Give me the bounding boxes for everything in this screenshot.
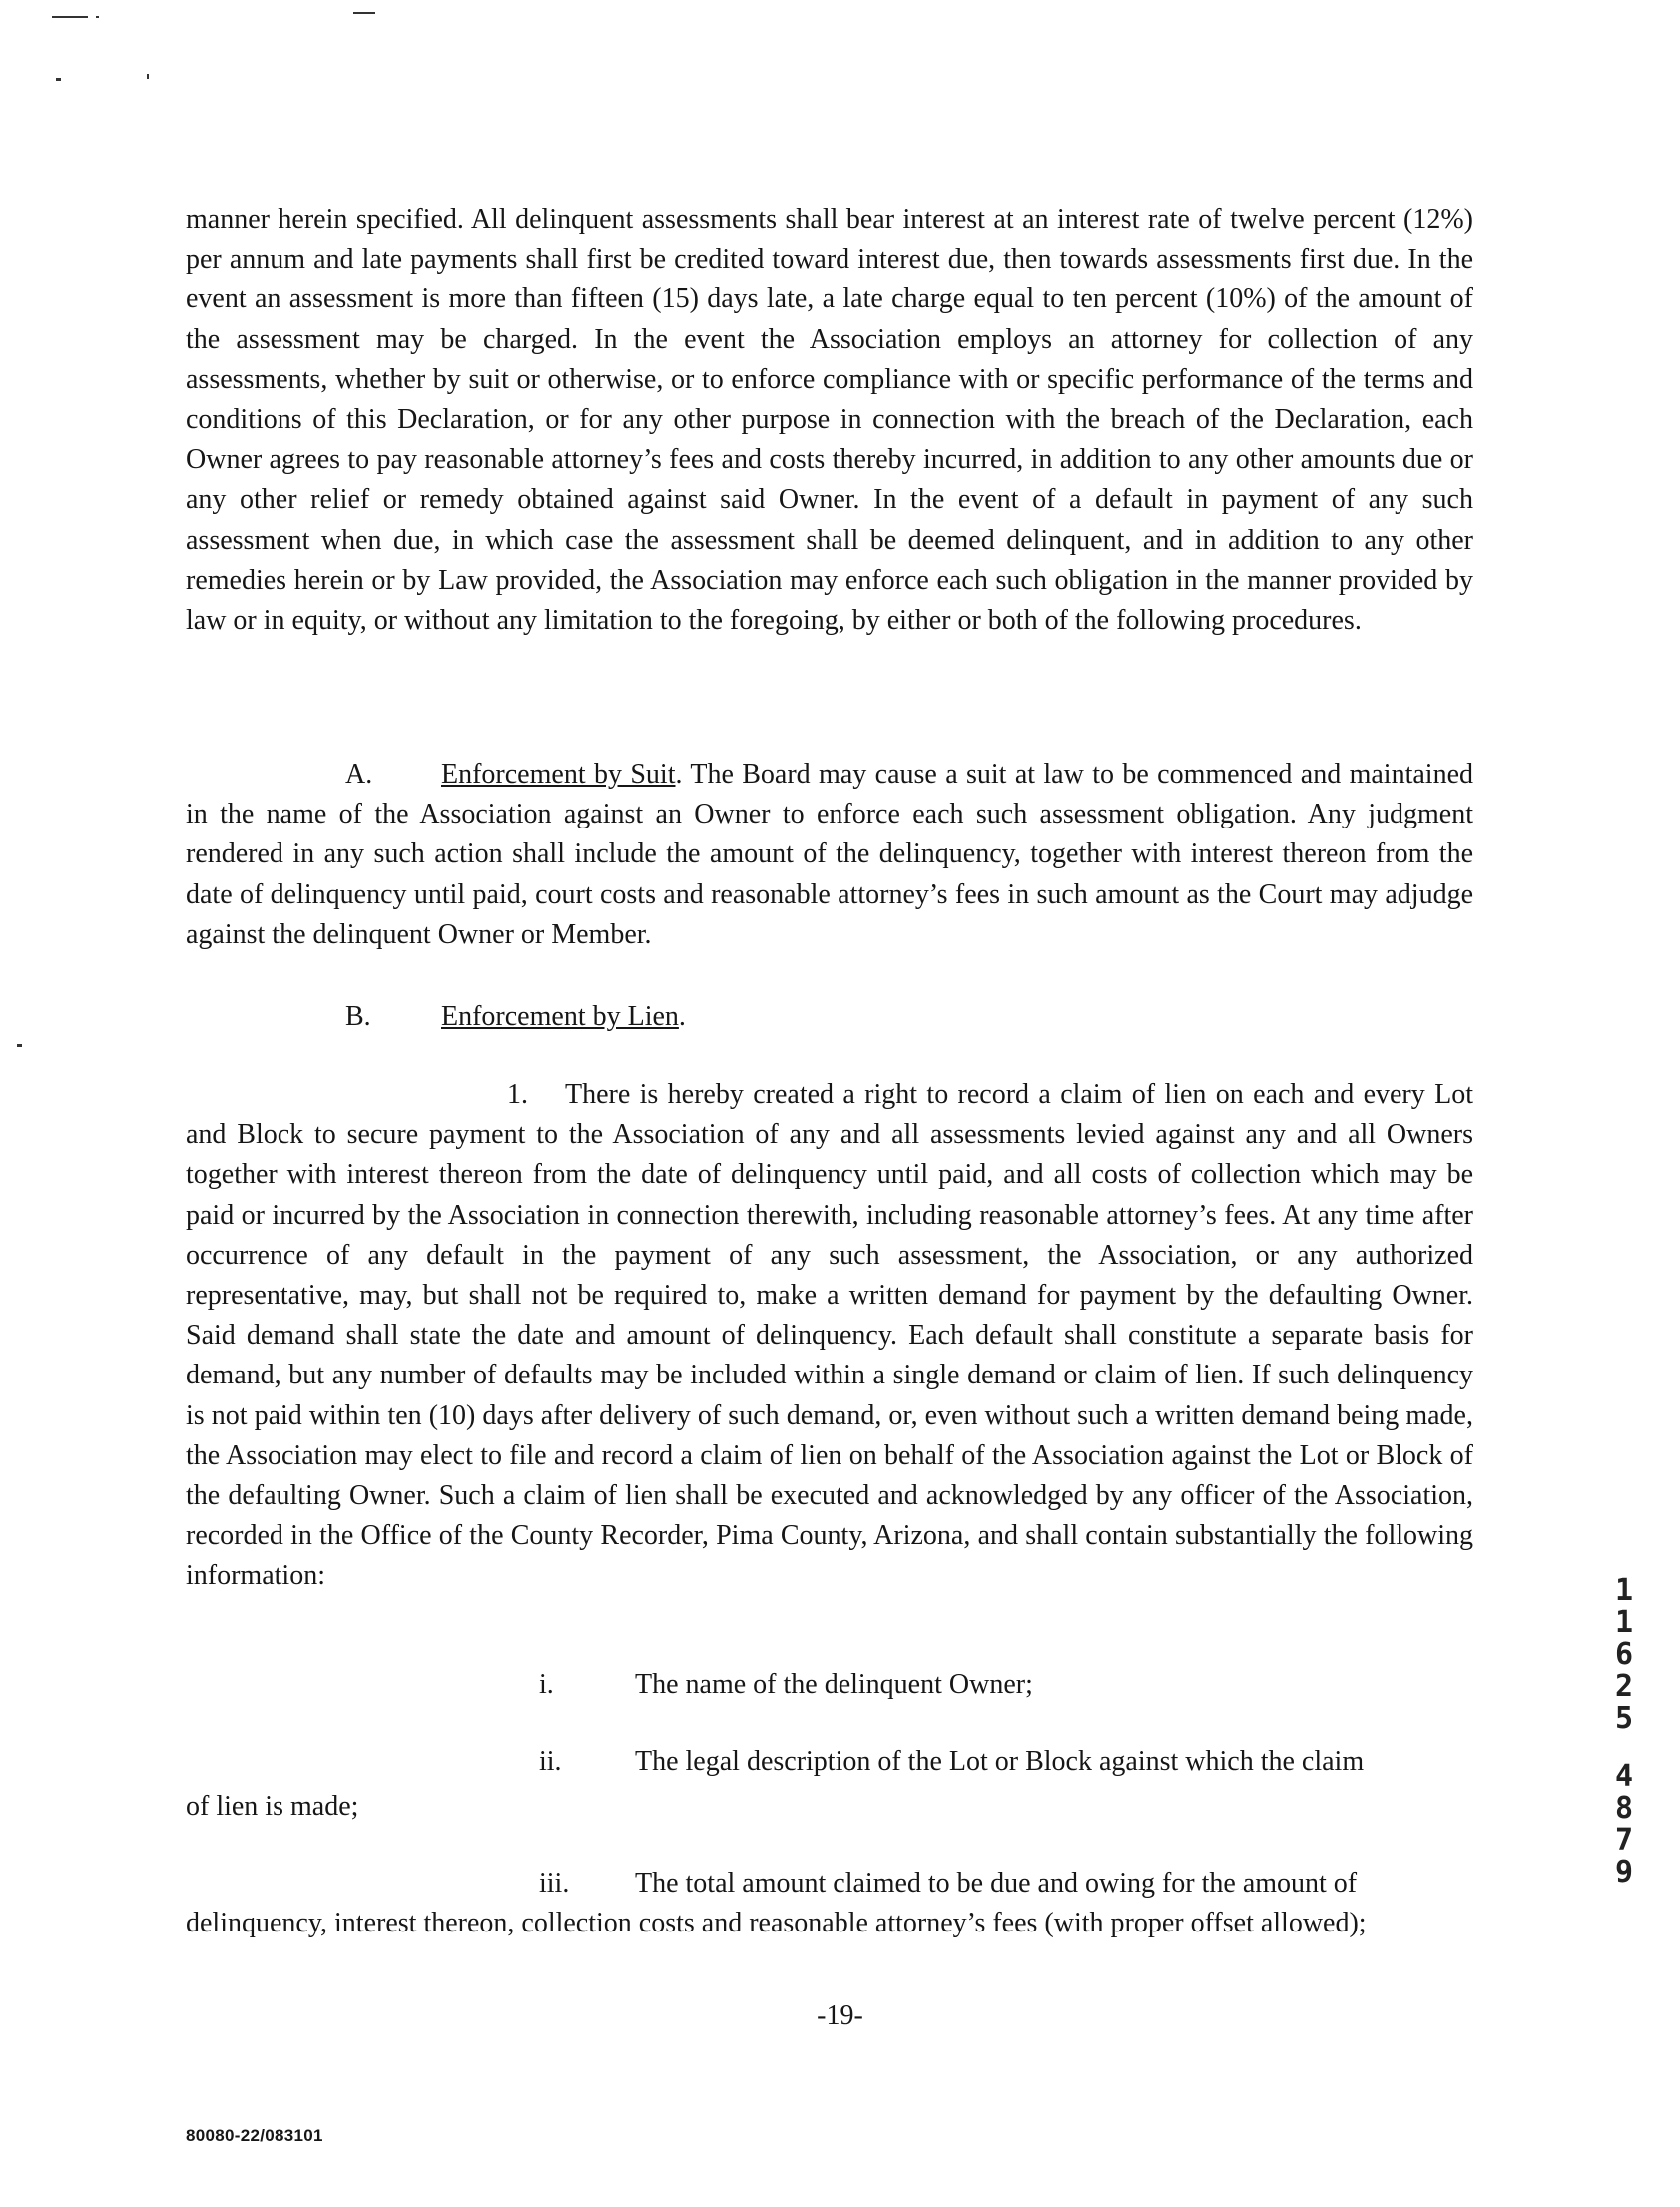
list-item-text: The name of the delinquent Owner;	[635, 1669, 1033, 1700]
list-item-number: iii.	[539, 1868, 570, 1899]
subsection-1-body: There is hereby created a right to record a claim of lien on each and every Lot and Block to secure payment to the Association of any and all assessments levied against any and all Owners together with interest thereon from the date of delinquency until paid, and all costs of collection which may be paid or incurred by the Association in connection therewith, including reasonable attorney’s fees. At any time after occurrence of any default in the payment of any such assessment, the Association, or any authorized representative, may, but shall not be required to, make a written demand for payment by the defaulting Owner. Said demand shall state the date and amount of delinquency. Each default shall constitute a separate basis for demand, but any number of defaults may be included within a single demand or claim of lien. If such delinquency is not paid within ten (10) days after delivery of such demand, or, even without such a written demand being made, the Association may elect to file and record a claim of lien on behalf of the Association against the Lot or Block of the defaulting Owner. Such a claim of lien shall be executed and acknowledged by any officer of the Association, recorded in the Office of the County Recorder, Pima County, Arizona, and shall contain substantially the following information:	[186, 1079, 1473, 1592]
section-a-title: Enforcement by Suit	[441, 759, 676, 790]
list-item	[539, 1742, 1473, 1782]
list-item	[539, 1665, 1473, 1705]
list-item-number: i.	[539, 1669, 554, 1700]
stamp-digit: 1	[1614, 1605, 1634, 1640]
section-b-title-suffix: .	[678, 1001, 686, 1032]
intro-paragraph: manner herein specified. All delinquent assessments shall bear interest at an interest rate of twelve percent (12%) per annum and late payments shall first be credited toward interest due, then towards assessments first due. In the event an assessment is more than fifteen (15) days late, a late charge equal to ten percent (10%) of the amount of the assessment may be charged. In the event the Association employs an attorney for collection of any assessments, whether by suit or otherwise, or to enforce compliance with or specific performance of the terms and conditions of this Declaration, or for any other purpose in connection with the breach of the Declaration, each Owner agrees to pay reasonable attorney’s fees and costs thereby incurred, in addition to any other amounts due or any other relief or remedy obtained against said Owner. In the event of a default in payment of any such assessment when due, in which case the assessment shall be deemed delinquent, and in addition to any other remedies herein or by Law provided, the Association may enforce each such obligation in the manner provided by law or in equity, or without any limitation to the foregoing, by either or both of the following procedures.	[186, 204, 1473, 637]
list-item-text: The total amount claimed to be due and owing for the amount of	[635, 1868, 1358, 1899]
stamp-digit: 1	[1614, 1573, 1634, 1608]
list-item	[539, 1864, 1473, 1904]
section-b-heading	[345, 997, 686, 1037]
scan-mark	[96, 16, 99, 18]
scan-mark	[56, 78, 61, 81]
subsection-1-label: 1.	[507, 1079, 528, 1110]
recording-stamp	[1609, 1575, 1639, 1889]
subsection-1-paragraph	[186, 1075, 1473, 1597]
section-b-label: B.	[345, 1001, 371, 1032]
stamp-digit: 6	[1614, 1637, 1634, 1672]
list-item-text: The legal description of the Lot or Block against which the claim	[635, 1746, 1365, 1777]
list-item-number: ii.	[539, 1746, 562, 1777]
stamp-digit: 4	[1614, 1759, 1634, 1794]
stamp-digit: 8	[1614, 1791, 1634, 1826]
section-a-label: A.	[345, 759, 373, 790]
page-number: -19-	[817, 2000, 863, 2031]
scan-mark	[147, 74, 149, 79]
section-a-body: The Board may cause a suit at law to be commenced and maintained in the name of the Association against an Owner to enforce each such assessment obligation. Any judgment rendered in any such action shall include the amount of the delinquency, together with interest thereon from the date of delinquency until paid, court costs and reasonable attorney’s fees in such amount as the Court may adjudge against the delinquent Owner or Member.	[186, 759, 1473, 950]
scan-mark	[52, 16, 88, 18]
list-item-continuation: delinquency, interest thereon, collection costs and reasonable attorney’s fees (with proper offset allowed);	[186, 1908, 1367, 1938]
stamp-digit: 7	[1614, 1823, 1634, 1858]
stamp-digit: 5	[1614, 1701, 1634, 1736]
document-code: 80080-22/083101	[186, 2126, 323, 2145]
section-b-title: Enforcement by Lien	[441, 1001, 679, 1032]
stamp-digit: 2	[1614, 1669, 1634, 1704]
stamp-digit: 9	[1614, 1855, 1634, 1890]
section-a-title-suffix: .	[675, 759, 683, 790]
scan-mark	[17, 1044, 22, 1047]
list-item-continuation: of lien is made;	[186, 1791, 359, 1822]
section-a-paragraph	[186, 755, 1473, 955]
scan-mark	[353, 12, 375, 14]
